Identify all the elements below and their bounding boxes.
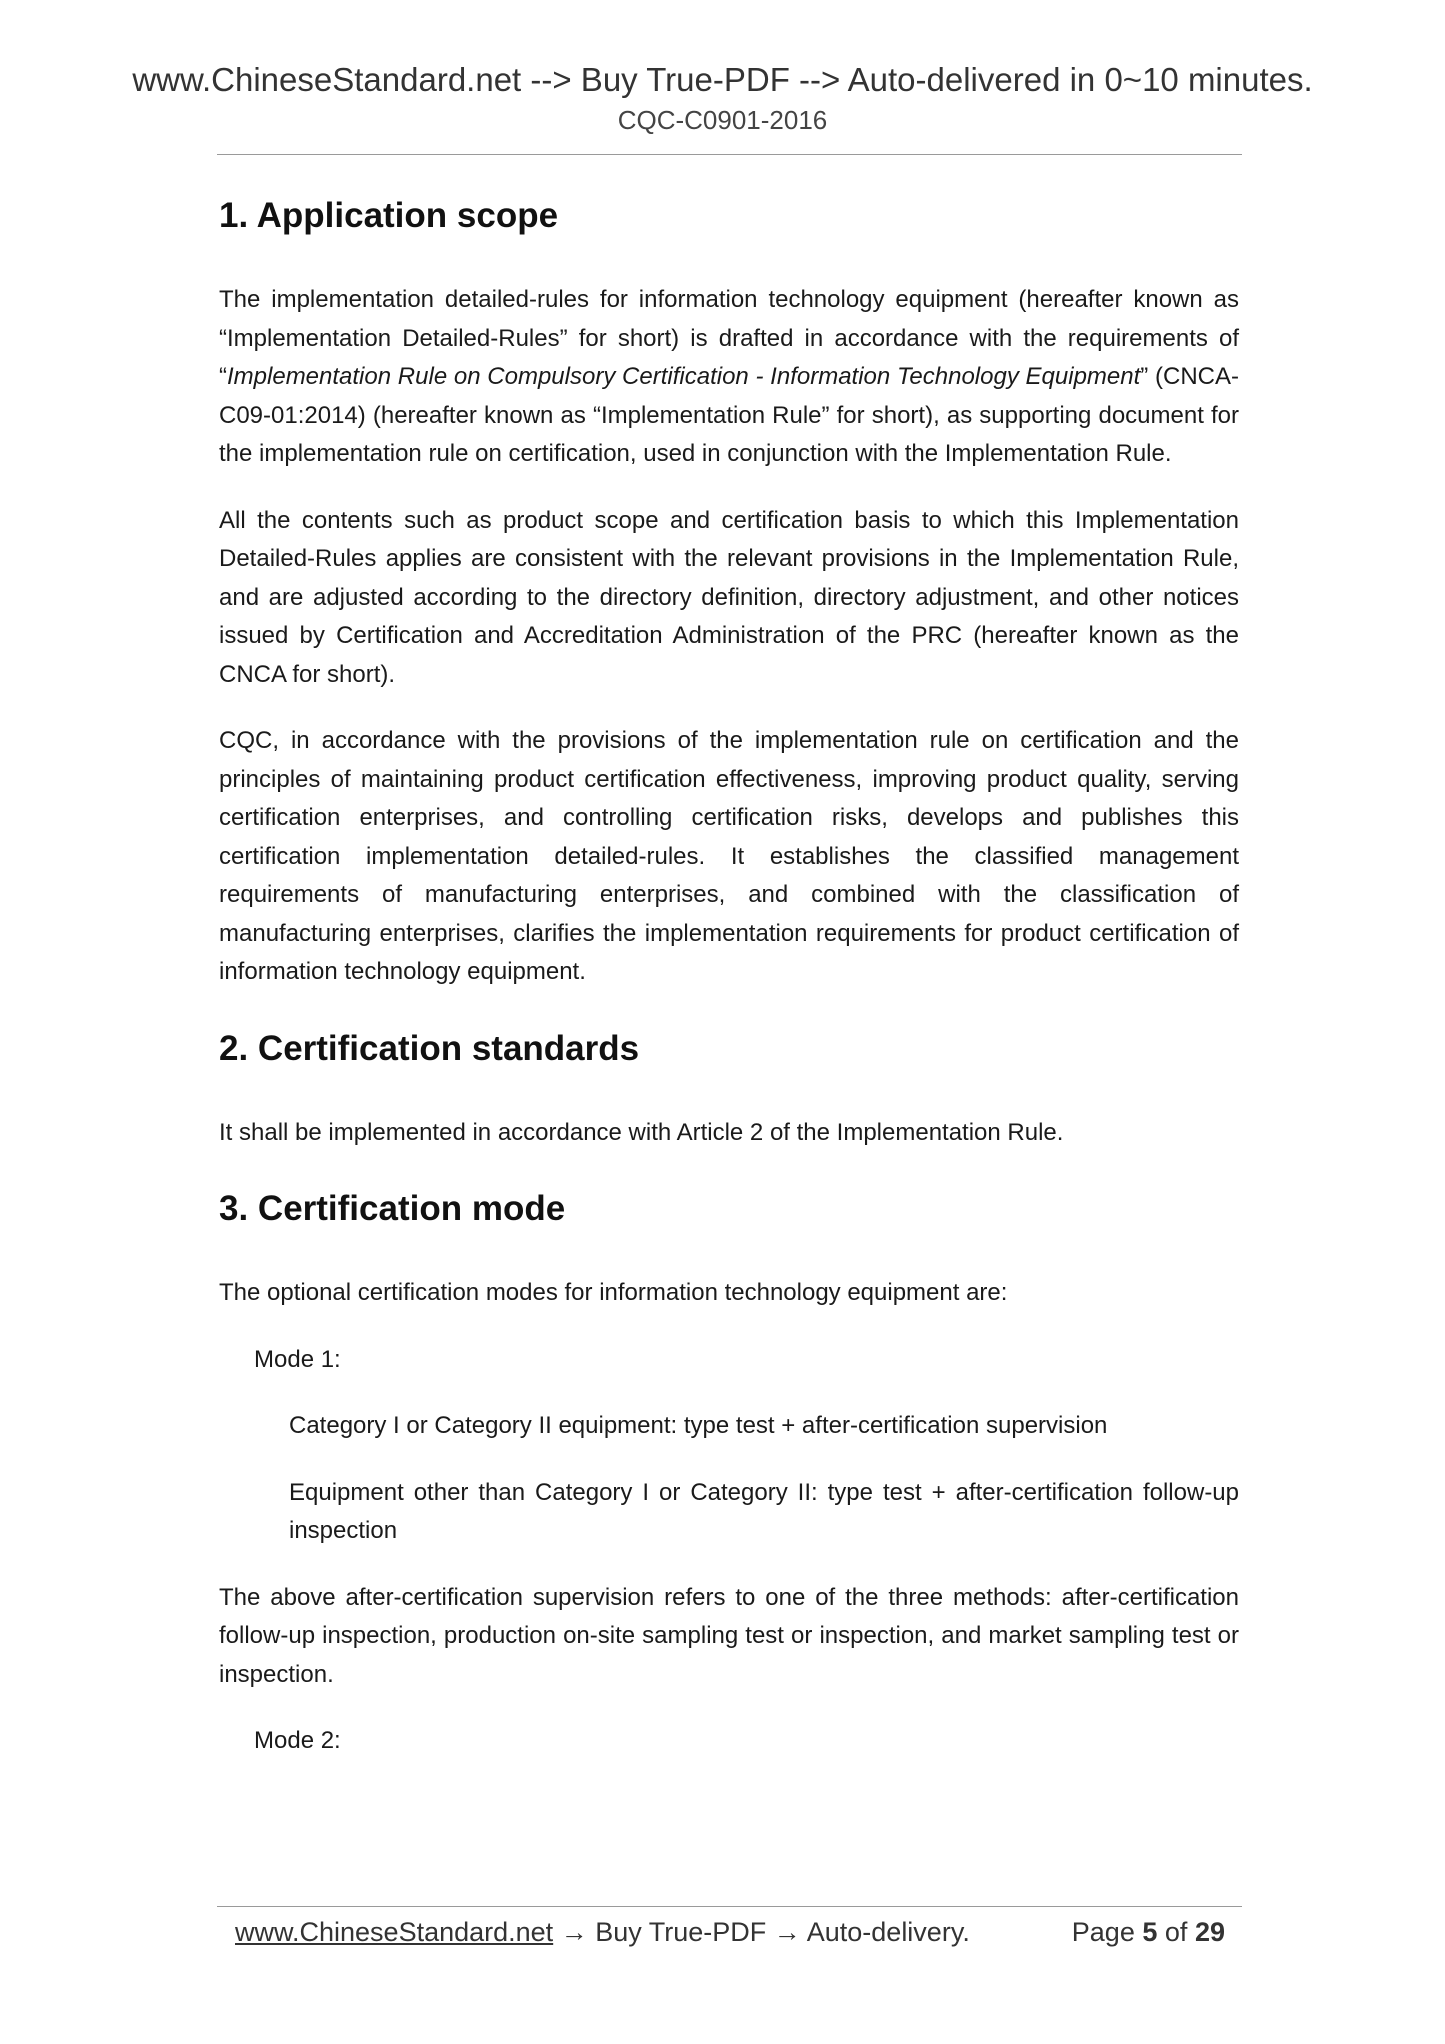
mode-1-item-2: Equipment other than Category I or Category II: type test + after-certification follow-up inspection — [289, 1478, 1239, 1544]
section-2-heading: 2. Certification standards — [219, 1028, 640, 1068]
section-3-intro: The optional certification modes for information technology equipment are: — [219, 1279, 1008, 1306]
section-1-paragraph-1-text-a: The implementation detailed-rules for information technology equipment (hereafter known as “Implementation Detailed-Rules” for short) is drafted in accordance with the requirements of “ — [219, 286, 1239, 390]
section-1-paragraph-3: CQC, in accordance with the provisions of the implementation rule on certification and the principles of maintaining product certification effectiveness, improving product quality, serving certification enterprises, and controlling certification risks, develops and publishes this certification implementation detailed-rules. It establishes the classified management requirements of manufacturing enterprises, and combined with the classification of manufacturing enterprises, clarifies the implementation requirements for product certification of information technology equipment. — [219, 727, 1239, 985]
footer-promo-text: → Buy True-PDF → Auto-delivery. — [553, 1917, 970, 1947]
page-footer — [235, 1914, 1225, 1950]
current-page-number: 5 — [1142, 1917, 1158, 1947]
implementation-rule-title: Implementation Rule on Compulsory Certification - Information Technology Equipment — [227, 363, 1141, 390]
section-3-heading: 3. Certification mode — [219, 1189, 566, 1228]
section-1-heading: 1. Application scope — [219, 196, 559, 235]
supervision-note: The above after-certification supervision refers to one of the three methods: after-certification follow-up inspection, production on-site sampling test or inspection, and market sampling test or inspection. — [219, 1583, 1239, 1688]
top-banner: www.ChineseStandard.net --> Buy True-PDF --> Auto-delivered in 0~10 minutes. — [132, 61, 1313, 98]
of-word: of — [1164, 1917, 1188, 1947]
document-code: CQC-C0901-2016 — [617, 105, 828, 135]
footer-divider — [217, 1906, 1242, 1907]
page-word: Page — [1071, 1917, 1135, 1947]
section-1-paragraph-1 — [219, 281, 1239, 474]
mode-2-label: Mode 2: — [254, 1727, 341, 1754]
section-1-paragraph-2: All the contents such as product scope and certification basis to which this Implementation Detailed-Rules applies are consistent with the relevant provisions in the Implementation Rule, and are adjusted according to the directory definition, directory adjustment, and other notices issued by Certification and Accreditation Administration of the PRC (hereafter known as the CNCA for short). — [219, 506, 1239, 688]
page-content — [219, 195, 1239, 1761]
mode-1-label: Mode 1: — [254, 1345, 341, 1373]
footer-promo — [235, 1914, 970, 1950]
page-indicator — [1072, 1914, 1225, 1950]
total-page-number: 29 — [1194, 1917, 1225, 1947]
section-2-paragraph-1: It shall be implemented in accordance with Article 2 of the Implementation Rule. — [219, 1118, 1064, 1146]
header-divider — [217, 154, 1242, 155]
mode-1-item-1: Category I or Category II equipment: type test + after-certification supervision — [289, 1412, 1108, 1439]
section-1-paragraph-1-text-b: ” (CNCA-C09-01:2014) (hereafter known as “Implementation Rule” for short), as supporting document for the implementation rule on certification, used in conjunction with the Implementation Rule. — [219, 363, 1239, 467]
footer-site-link[interactable]: www.ChineseStandard.net — [235, 1917, 554, 1947]
